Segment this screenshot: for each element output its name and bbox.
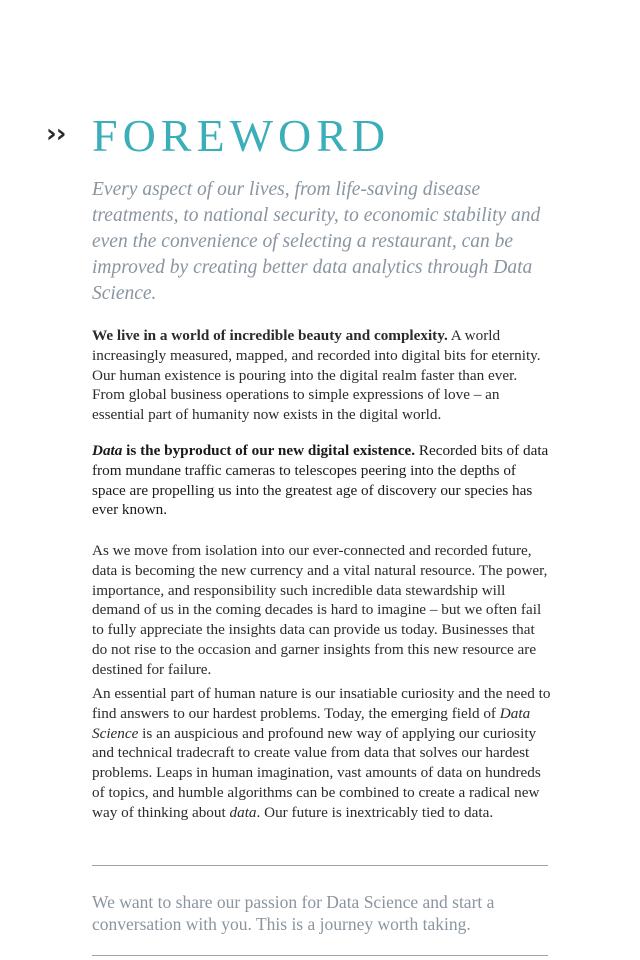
paragraph-curiosity-text-c: . Our future is inextricably tied to data. [256, 803, 494, 821]
paragraph-curiosity [92, 684, 552, 823]
paragraph-curiosity-term-data: data [229, 803, 257, 821]
paragraph-world [92, 326, 552, 425]
paragraph-data-lead-in: is the byproduct of our new digital existence. [122, 442, 416, 459]
paragraph-curiosity-text-b: is an auspicious and profound new way of applying our curiosity and technical tradecraft to create value from data that solves our hardest problems. Leaps in human imagination, vast amounts of data on hundreds of topics, and humble algorithms can be combined to create a radical new way of thinking about [92, 724, 541, 821]
paragraph-curiosity-text-a: An essential part of human nature is our insatiable curiosity and the need to find answers to our hardest problems. Today, the emerging field of [92, 685, 551, 722]
closing-statement: We want to share our passion for Data Science and start a conversation with you. This is a journey worth taking. [92, 892, 495, 934]
paragraph-world-lead-in: We live in a world of incredible beauty and complexity. [92, 327, 448, 344]
paragraph-data-byproduct [92, 441, 552, 520]
paragraph-data-text: Recorded bits of data from mundane traffic cameras to telescopes peering into the depths of space are propelling us into the greatest age of discovery our species has ever known. [92, 442, 549, 519]
paragraph-curiosity-term-data-science: Data Science [92, 704, 531, 742]
page-title: FOREWORD [92, 110, 391, 161]
paragraph-data-term: Data [92, 442, 123, 459]
lead-quote: Every aspect of our lives, from life-saving disease treatments, to national security, to economic stability and even the convenience of selecting a restaurant, can be improved by creating better data analytics through Data Science. [92, 179, 541, 304]
paragraph-currency: As we move from isolation into our ever-connected and recorded future, data is becoming the new currency and a vital natural resource. The power, importance, and responsibility such incredible data stewardship will demand of us in the coming decades is hard to imagine – but we often fail to fully appreciate the insights data can provide us today. Businesses that do not rise to the occasion and garner insights from this new resource are destined for failure. [92, 542, 548, 678]
divider-bottom [92, 955, 548, 956]
chevron-right-double-icon: ›› [46, 119, 66, 149]
paragraph-world-text: A world increasingly measured, mapped, and recorded into digital bits for eternity. Our human existence is pouring into the digital realm faster than ever. From global business operations to simple expressions of love – an essential part of humanity now exists in the digital world. [92, 327, 541, 424]
divider-top [92, 865, 548, 866]
